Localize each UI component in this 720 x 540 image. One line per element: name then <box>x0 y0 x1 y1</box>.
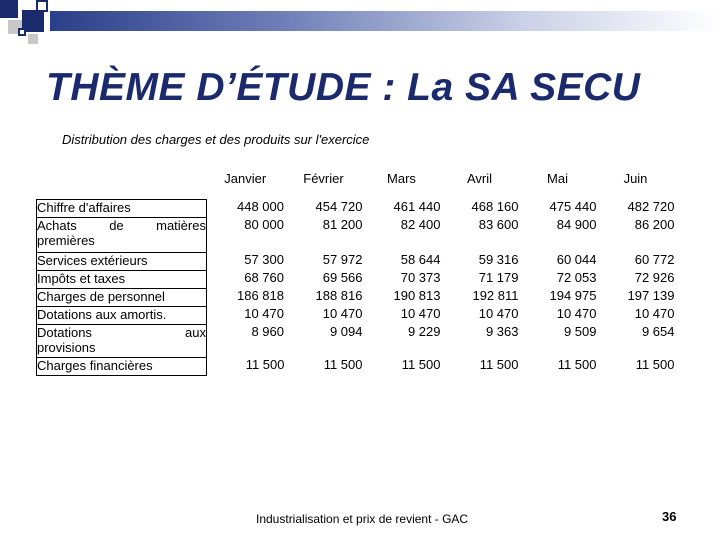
value-cell: 482 720 <box>627 199 675 214</box>
decor-square-outline <box>18 28 26 36</box>
row-label: Impôts et taxes <box>37 270 207 288</box>
value-cell: 11 500 <box>401 357 441 372</box>
value-cell: 70 373 <box>400 270 441 285</box>
value-cell: 188 816 <box>315 288 363 303</box>
month-header: Juin <box>623 171 648 186</box>
value-cell: 10 470 <box>634 306 675 321</box>
value-cell: 68 760 <box>244 270 284 285</box>
decor-square-outline <box>2 0 18 16</box>
value-cell: 81 200 <box>322 217 363 232</box>
value-cell: 9 363 <box>485 324 519 339</box>
row-label: Charges financières <box>37 357 207 375</box>
month-header: Mai <box>547 171 568 186</box>
value-cell: 11 500 <box>245 357 285 372</box>
value-cell: 58 644 <box>400 252 441 267</box>
value-cell: 9 229 <box>407 324 441 339</box>
row-label: Dotations aux amortis. <box>37 306 207 324</box>
row-label-word: matières <box>156 217 206 233</box>
slide-title: THÈME D’ÉTUDE : La SA SECU <box>46 66 641 109</box>
value-cell: 86 200 <box>634 217 675 232</box>
table-row <box>37 306 675 324</box>
value-cell: 11 500 <box>323 357 363 372</box>
row-label-word: de <box>109 217 124 233</box>
value-cell: 9 509 <box>563 324 597 339</box>
value-cell: 468 160 <box>471 199 519 214</box>
row-label-word: Achats <box>37 217 77 233</box>
value-cell: 82 400 <box>400 217 441 232</box>
row-label-line: premières <box>37 232 95 248</box>
value-cell: 190 813 <box>393 288 441 303</box>
header-gradient-bar <box>50 11 720 31</box>
table-row <box>37 217 675 252</box>
table-row <box>37 288 675 306</box>
value-cell: 60 044 <box>556 252 597 267</box>
table-row <box>37 252 675 270</box>
value-cell: 69 566 <box>322 270 363 285</box>
table-row <box>37 270 675 288</box>
month-header: Mars <box>387 171 416 186</box>
value-cell: 8 960 <box>251 324 284 339</box>
value-cell: 192 811 <box>472 288 519 303</box>
value-cell: 10 470 <box>244 306 284 321</box>
value-cell: 186 818 <box>237 288 284 303</box>
value-cell: 454 720 <box>315 199 363 214</box>
value-cell: 11 500 <box>479 357 519 372</box>
value-cell: 60 772 <box>634 252 675 267</box>
value-cell: 57 972 <box>322 252 363 267</box>
value-cell: 197 139 <box>627 288 675 303</box>
row-label: Services extérieurs <box>37 252 207 270</box>
value-cell: 11 500 <box>635 357 675 372</box>
value-cell: 71 179 <box>478 270 519 285</box>
value-cell: 72 053 <box>556 270 597 285</box>
value-cell: 59 316 <box>478 252 519 267</box>
value-cell: 72 926 <box>634 270 675 285</box>
row-label-line <box>37 325 206 340</box>
charges-table <box>36 171 675 376</box>
month-header: Avril <box>466 171 493 186</box>
table-header-row <box>37 171 675 199</box>
row-label-word: aux <box>185 324 206 340</box>
value-cell: 10 470 <box>322 306 363 321</box>
value-cell: 9 654 <box>641 324 675 339</box>
row-label: Chiffre d'affaires <box>37 199 207 217</box>
table-row <box>37 324 675 357</box>
value-cell: 80 000 <box>244 217 284 232</box>
decor-square-grey <box>28 34 38 44</box>
value-cell: 9 094 <box>329 324 363 339</box>
decor-square-outline <box>36 0 48 12</box>
row-label-line: provisions <box>37 339 96 355</box>
row-label <box>37 324 207 357</box>
slide-subtitle: Distribution des charges et des produits sur l'exercice <box>62 132 370 147</box>
table-row <box>37 357 675 375</box>
row-label <box>37 217 207 252</box>
page-number: 36 <box>662 509 677 524</box>
value-cell: 83 600 <box>478 217 519 232</box>
month-header: Janvier <box>224 171 267 186</box>
row-label: Charges de personnel <box>37 288 207 306</box>
value-cell: 461 440 <box>393 199 441 214</box>
value-cell: 11 500 <box>557 357 597 372</box>
slide-footer: Industrialisation et prix de revient - GAC <box>256 512 469 526</box>
month-header: Février <box>303 171 344 186</box>
value-cell: 448 000 <box>237 199 284 214</box>
value-cell: 10 470 <box>478 306 519 321</box>
value-cell: 194 975 <box>549 288 597 303</box>
value-cell: 475 440 <box>549 199 597 214</box>
table-row <box>37 199 675 217</box>
header-empty-cell <box>37 171 207 199</box>
row-label-word: Dotations <box>37 324 92 340</box>
value-cell: 57 300 <box>244 252 284 267</box>
value-cell: 10 470 <box>556 306 597 321</box>
value-cell: 84 900 <box>556 217 597 232</box>
value-cell: 10 470 <box>400 306 441 321</box>
row-label-line <box>37 218 206 233</box>
